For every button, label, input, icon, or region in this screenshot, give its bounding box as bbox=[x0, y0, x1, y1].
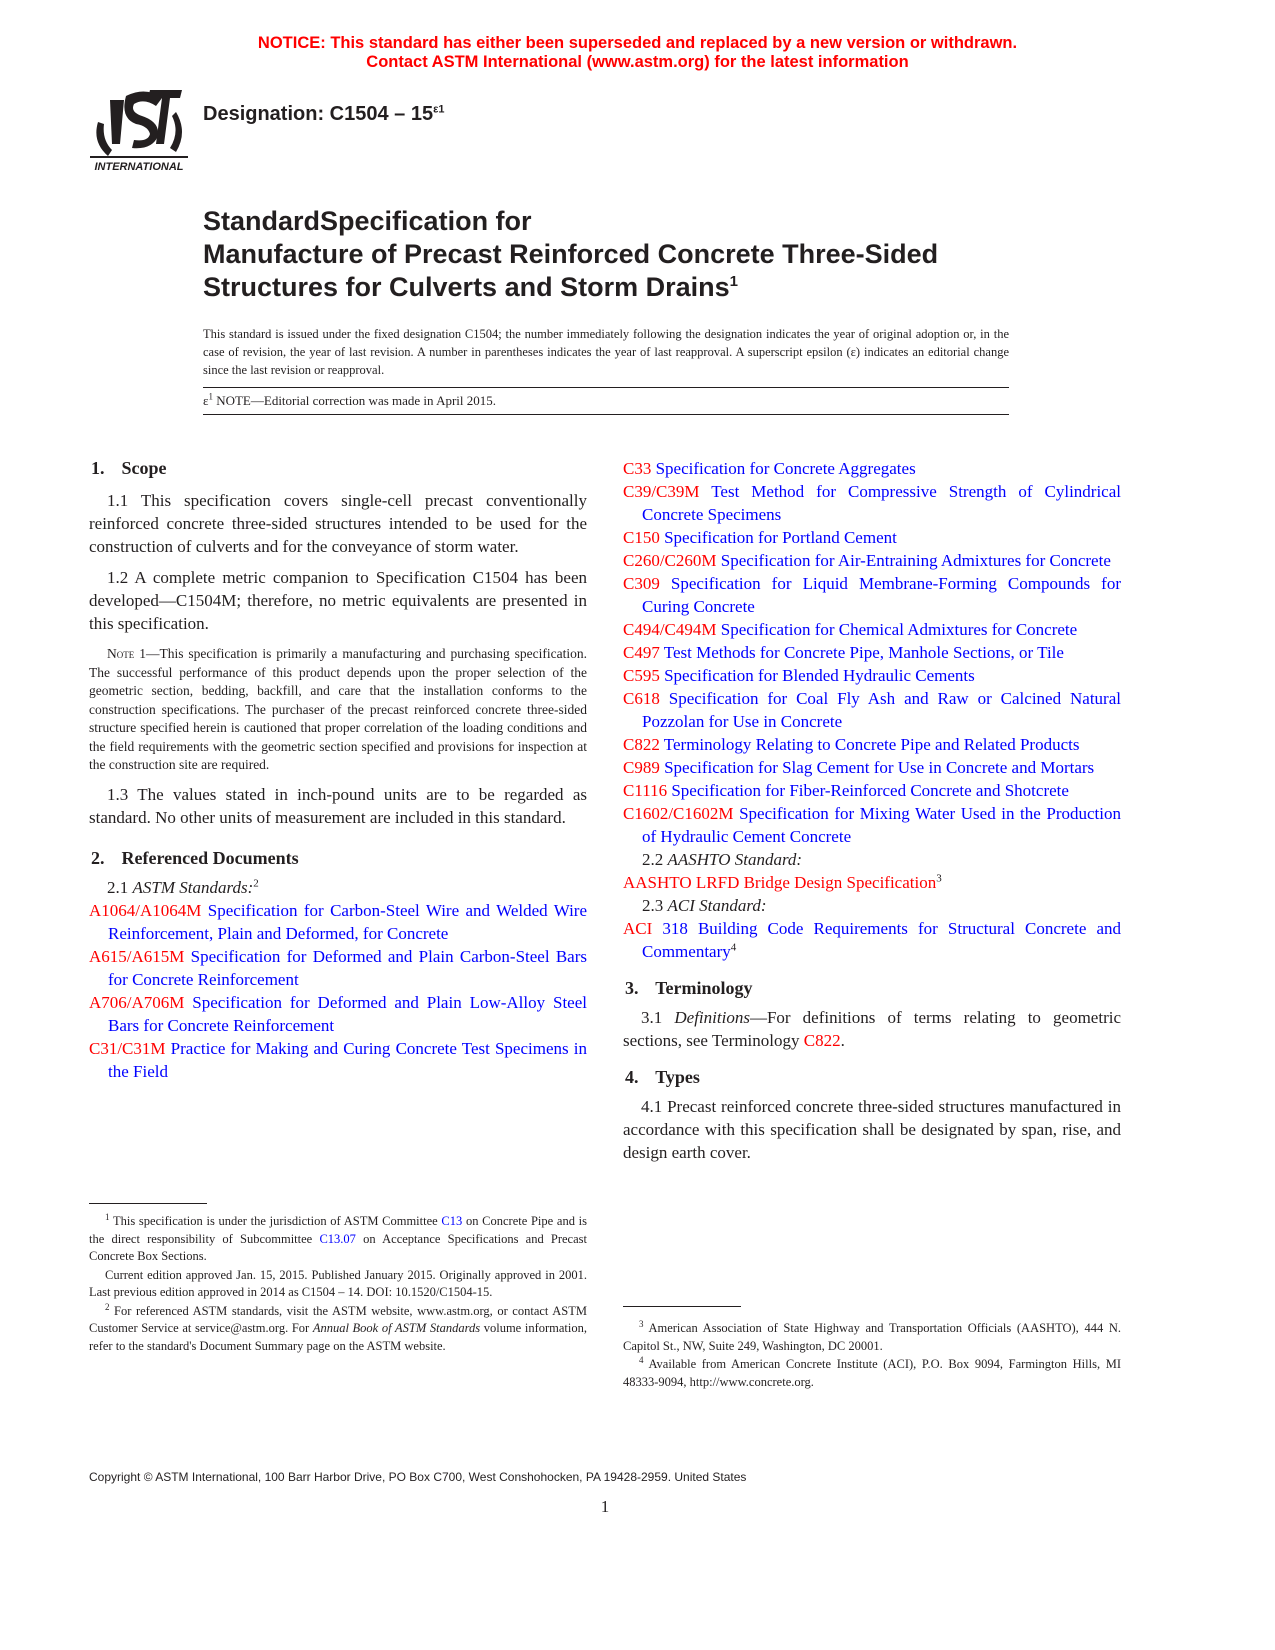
footnote-rule-right bbox=[623, 1306, 741, 1307]
section-title: Types bbox=[655, 1067, 700, 1087]
ref-title-link[interactable]: Test Method for Compressive Strength of Cylindrical Concrete Specimens bbox=[642, 482, 1121, 524]
ref-code-link[interactable]: C595 bbox=[623, 666, 660, 685]
notice-line-1: NOTICE: This standard has either been superseded and replaced by a new version or withdrawn. bbox=[257, 34, 1018, 52]
footnote-marker: 2 bbox=[105, 1301, 110, 1312]
subsection-title: ACI Standard: bbox=[667, 896, 767, 915]
footnote-1 bbox=[89, 1213, 587, 1266]
subsection-number: 2.3 bbox=[642, 896, 664, 915]
footnote-text: For referenced ASTM standards, visit the ASTM website, www.astm.org, or contact ASTM Customer Service at service@astm.org. For bbox=[89, 1303, 587, 1335]
note-text: —This specification is primarily a manufacturing and purchasing specification. The successful performance of this product depends upon the proper selection of the geometric section, bedding, backfill, and care that the installation conforms to the construction specifications. The purchaser of the precast reinforced concrete three-sided structure specified herein is cautioned that proper correlation of the loading conditions and the field requirements with the geometric section specified and provisions for inspection at the construction site are required. bbox=[89, 646, 588, 772]
astm-logo bbox=[90, 82, 190, 177]
ref-code-link[interactable]: A706/A706M bbox=[89, 992, 185, 1012]
footnote-ref[interactable]: 2 bbox=[253, 876, 259, 889]
section-title: Scope bbox=[121, 458, 167, 478]
footnote-ref[interactable]: 4 bbox=[730, 941, 737, 954]
footnote-marker: 1 bbox=[105, 1211, 110, 1222]
term-label: Definitions bbox=[674, 1008, 750, 1027]
designation-label: Designation: C1504 – 15 bbox=[203, 103, 434, 125]
logo-international-text: INTERNATIONAL bbox=[94, 161, 184, 173]
footnote-ref[interactable]: 3 bbox=[936, 872, 942, 885]
ref-title-link[interactable]: Specification for Blended Hydraulic Cements bbox=[659, 666, 975, 685]
aci-code-link[interactable]: ACI bbox=[623, 919, 653, 938]
footnote-marker: 3 bbox=[639, 1318, 644, 1329]
footnote-4 bbox=[623, 1356, 1121, 1391]
aci-standard-label bbox=[623, 894, 1121, 917]
ref-code-link[interactable]: C309 bbox=[623, 574, 660, 593]
left-reference-list bbox=[89, 899, 587, 1083]
ref-code-link[interactable]: C1602/C1602M bbox=[623, 804, 734, 823]
designation bbox=[203, 103, 444, 126]
aashto-code-link[interactable]: AASHTO bbox=[623, 873, 692, 892]
terminology-link[interactable]: C822 bbox=[803, 1031, 841, 1050]
ref-code-link[interactable]: A615/A615M bbox=[89, 946, 185, 966]
ref-title-link[interactable]: Specification for Portland Cement bbox=[659, 528, 897, 547]
ref-title-link[interactable]: Specification for Deformed and Plain Carbon-Steel Bars for Concrete Reinforcement bbox=[108, 946, 587, 989]
ref-code-link[interactable]: C822 bbox=[623, 735, 660, 754]
ref-code-link[interactable]: A1064/A1064M bbox=[89, 900, 202, 920]
ref-title-link[interactable]: Specification for Slag Cement for Use in Concrete and Mortars bbox=[659, 758, 1095, 777]
aashto-title[interactable]: LRFD Bridge Design Specification bbox=[691, 873, 937, 892]
page-number: 1 bbox=[600, 1497, 610, 1516]
ref-title-link[interactable]: Terminology Relating to Concrete Pipe and Related Products bbox=[659, 735, 1080, 754]
para-1-1: 1.1 This specification covers single-cell precast conventionally reinforced concrete three-sided structures intended to be used for the construction of culverts and for the conveyance of storm water. bbox=[89, 491, 587, 556]
astm-standards-label bbox=[89, 876, 587, 899]
right-reference-list bbox=[623, 457, 1121, 848]
para-text: —For definitions of terms relating to geometric sections, see Terminology bbox=[623, 1008, 1122, 1050]
footnotes-left bbox=[89, 1213, 587, 1356]
footnote-rule-left bbox=[89, 1203, 207, 1204]
subsection-title: ASTM Standards: bbox=[132, 877, 254, 897]
section-title: Referenced Documents bbox=[121, 847, 299, 868]
header-rule-top bbox=[203, 387, 1009, 388]
editorial-note-text: NOTE—Editorial correction was made in April 2015. bbox=[212, 393, 497, 408]
section-number: 4. bbox=[625, 1067, 639, 1087]
designation-epsilon: ε1 bbox=[433, 103, 445, 116]
section-title: Terminology bbox=[655, 978, 753, 998]
subsection-number: 2.2 bbox=[642, 850, 664, 869]
section-scope-heading bbox=[89, 457, 587, 479]
footnote-text: American Association of State Highway and Transportation Officials (AASHTO), 444 N. Capitol St., NW, Suite 249, Washington, DC 20001. bbox=[623, 1321, 1121, 1353]
ref-title-link[interactable]: Specification for Liquid Membrane-Forming Compounds for Curing Concrete bbox=[642, 574, 1121, 616]
para-1-2: 1.2 A complete metric companion to Specification C1504 has been developed—C1504M; therefore, no metric equivalents are presented in this specification. bbox=[89, 568, 587, 633]
para-3-1 bbox=[623, 1006, 1121, 1052]
title-line-3: Structures for Culverts and Storm Drains bbox=[203, 272, 730, 302]
subcommittee-link[interactable]: C13.07 bbox=[319, 1231, 356, 1246]
footnote-text: Available from American Concrete Institute (ACI), P.O. Box 9094, Farmington Hills, MI 48333-9094, http://www.concrete.org. bbox=[623, 1357, 1121, 1389]
ref-title-link[interactable]: Specification for Chemical Admixtures for Concrete bbox=[716, 620, 1078, 639]
ref-title-link[interactable]: Specification for Air-Entraining Admixtures for Concrete bbox=[716, 551, 1111, 570]
section-refdocs-heading bbox=[89, 847, 587, 869]
footnote-text: on Acceptance Specifications and Precast Concrete Box Sections. bbox=[89, 1231, 587, 1263]
footnote-marker: 4 bbox=[639, 1354, 644, 1365]
aashto-standard-label bbox=[623, 848, 1121, 871]
ref-title-link[interactable]: Specification for Mixing Water Used in the Production of Hydraulic Cement Concrete bbox=[642, 804, 1121, 846]
section-types-heading bbox=[623, 1066, 1121, 1088]
ref-code-link[interactable]: C497 bbox=[623, 643, 660, 662]
footnote-1-edition: Current edition approved Jan. 15, 2015. Published January 2015. Originally approved in 2001. Last previous edition approved in 2014 as C1504 – 14. DOI: 10.1520/C1504-15. bbox=[89, 1267, 587, 1299]
ref-title-link[interactable]: Specification for Carbon-Steel Wire and Welded Wire Reinforcement, Plain and Deformed, for Concrete bbox=[108, 900, 587, 943]
epsilon-symbol: ε bbox=[203, 393, 209, 408]
subsection-number: 3.1 bbox=[641, 1008, 663, 1027]
footnote-text: This specification is under the jurisdiction of ASTM Committee bbox=[109, 1214, 442, 1228]
section-number: 2. bbox=[91, 847, 105, 868]
ref-code-link[interactable]: C1116 bbox=[623, 781, 668, 800]
section-number: 3. bbox=[625, 978, 639, 998]
copyright-line: Copyright © ASTM International, 100 Barr Harbor Drive, PO Box C700, West Conshohocken, PA 19428-2959. United States bbox=[89, 1470, 747, 1484]
ref-title-link[interactable]: Specification for Coal Fly Ash and Raw or Calcined Natural Pozzolan for Use in Concrete bbox=[642, 689, 1121, 731]
note-1 bbox=[89, 645, 587, 775]
section-terminology-heading bbox=[623, 977, 1121, 999]
para-4-1: 4.1 Precast reinforced concrete three-sided structures manufactured in accordance with this specification shall be designated by span, rise, and design earth cover. bbox=[623, 1097, 1121, 1162]
header-rule-bottom bbox=[203, 414, 1009, 415]
notice-line-2: Contact ASTM International (www.astm.org) for the latest information bbox=[366, 53, 909, 71]
document-title bbox=[203, 205, 1103, 304]
title-footnote-ref[interactable]: 1 bbox=[729, 273, 738, 290]
ref-title-link[interactable]: Specification for Deformed and Plain Low-Alloy Steel Bars for Concrete Reinforcement bbox=[108, 992, 587, 1035]
footnote-text: on Concrete Pipe and is the direct responsibility of Subcommittee bbox=[89, 1214, 587, 1246]
section-number: 1. bbox=[91, 458, 105, 478]
ref-title-link[interactable]: Practice for Making and Curing Concrete Test Specimens in the Field bbox=[108, 1038, 587, 1081]
para-end: . bbox=[840, 1031, 845, 1050]
ref-code-link[interactable]: C618 bbox=[623, 689, 660, 708]
ref-title-link[interactable]: Specification for Concrete Aggregates bbox=[651, 459, 916, 478]
note-label: Note 1 bbox=[107, 646, 146, 661]
ref-code-link[interactable]: C31/C31M bbox=[89, 1038, 166, 1058]
left-column bbox=[89, 457, 587, 1083]
ref-code-link[interactable]: C33 bbox=[623, 459, 652, 478]
withdrawal-notice bbox=[0, 34, 1275, 72]
right-column bbox=[623, 457, 1121, 1164]
ref-title-link[interactable]: Specification for Fiber-Reinforced Concrete and Shotcrete bbox=[667, 781, 1069, 800]
issuance-statement: This standard is issued under the fixed designation C1504; the number immediately following the designation indicates the year of original adoption or, in the case of revision, the year of last revision. A number in parentheses indicates the year of last reapproval. A superscript epsilon (ε) indicates an editorial change since the last revision or reapproval. bbox=[203, 327, 1009, 377]
ref-code-link[interactable]: C39/C39M bbox=[623, 482, 700, 501]
footnotes-right bbox=[623, 1320, 1121, 1392]
ref-code-link[interactable]: C494/C494M bbox=[623, 620, 717, 639]
footnote-3 bbox=[623, 1320, 1121, 1355]
committee-link[interactable]: C13 bbox=[441, 1214, 463, 1228]
subsection-title: AASHTO Standard: bbox=[667, 850, 803, 869]
ref-code-link[interactable]: C150 bbox=[623, 528, 660, 547]
epsilon-sup: 1 bbox=[208, 391, 213, 402]
subsection-number: 2.1 bbox=[107, 877, 129, 897]
para-1-3: 1.3 The values stated in inch-pound units are to be regarded as standard. No other units of measurement are included in this standard. bbox=[89, 784, 587, 827]
ref-code-link[interactable]: C260/C260M bbox=[623, 551, 717, 570]
title-line-2: Manufacture of Precast Reinforced Concrete Three-Sided bbox=[203, 239, 939, 269]
title-line-1: StandardSpecification for bbox=[203, 206, 532, 236]
footnote-italic: Annual Book of ASTM Standards bbox=[312, 1321, 481, 1335]
footnote-text: volume information, refer to the standard's Document Summary page on the ASTM website. bbox=[89, 1321, 587, 1353]
aci-title-link[interactable]: 318 Building Code Requirements for Structural Concrete and Commentary bbox=[642, 919, 1121, 961]
ref-title-link[interactable]: Test Methods for Concrete Pipe, Manhole Sections, or Tile bbox=[659, 643, 1064, 662]
editorial-note bbox=[203, 393, 496, 409]
footnote-2 bbox=[89, 1303, 587, 1356]
ref-code-link[interactable]: C989 bbox=[623, 758, 660, 777]
